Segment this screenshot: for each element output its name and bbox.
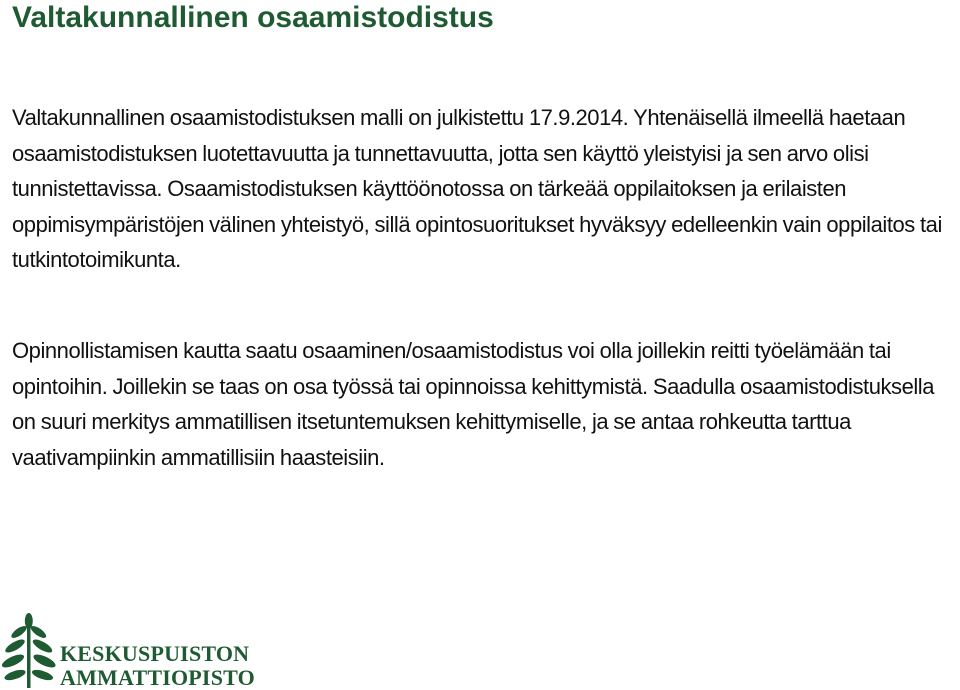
page-title: Valtakunnallinen osaamistodistus [12,1,494,34]
paragraph-benefits: Opinnollistamisen kautta saatu osaaminen/osaamistodistus voi olla joillekin reitti työelämään tai opintoihin. Joillekin se taas on osa työssä tai opinnoissa kehittymistä. Saadulla osaamistodistuksella on suuri merkitys ammatillisen itsetuntemuksen kehittymiselle, ja se antaa rohkeutta tarttua vaativampiinkin ammatillisiin haasteisiin. [12,338,935,470]
logo-text-line1: KESKUSPUISTON [60,641,250,666]
plant-sprout-icon [2,612,56,688]
logo-text-line2: AMMATTIOPISTO [60,665,255,690]
paragraph-intro: Valtakunnallinen osaamistodistuksen malli on julkistettu 17.9.2014. Yhtenäisellä ilmeellä haetaan osaamistodistuksen luotettavuutta ja tunnettavuutta, jotta sen käyttö yleistyisi ja sen arvo olisi tunnistettavissa. Osaamistodistuksen käyttöönotossa on tärkeää oppilaitoksen ja erilaisten oppimisympäristöjen välinen yhteistyö, sillä opintosuoritukset hyväksyy edelleenkin vain oppilaitos tai tutkintotoimikunta. [12,105,942,272]
organization-logo [2,612,274,688]
